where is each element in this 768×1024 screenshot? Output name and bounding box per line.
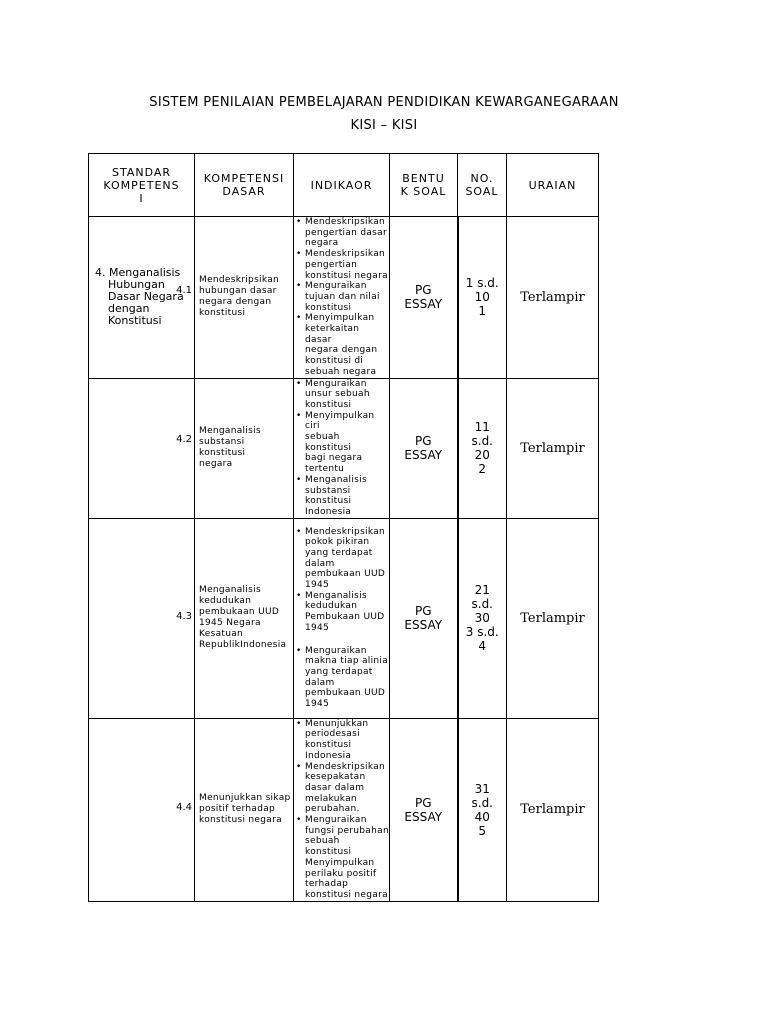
- indikator-list: [294, 527, 389, 710]
- indikator-line: makna tiap alinia: [305, 656, 389, 667]
- indikator-line: melakukan: [305, 793, 357, 804]
- indikator-line: negara: [305, 238, 339, 249]
- kd-number: 4.2: [176, 433, 192, 445]
- indikator-cell: [294, 718, 390, 901]
- no-soal-cell: 21 s.d. 30 3 s.d. 4: [458, 518, 507, 718]
- uraian-cell: Terlampir: [507, 378, 599, 518]
- indikator-line: 1945: [305, 580, 330, 591]
- indikator-line: • Menyimpulkan: [305, 313, 389, 324]
- indikator-line: • Menganalisis: [305, 591, 389, 602]
- indikator-list: [294, 719, 389, 901]
- no-soal-cell: 11 s.d. 20 2: [458, 378, 507, 518]
- indikator-line: tujuan dan nilai: [305, 291, 380, 302]
- indikator-line: keterkaitan dasar: [305, 324, 360, 345]
- kompetensi-dasar-cell: Menunjukkan sikap positif terhadap konstitusi negara: [195, 718, 294, 901]
- indikator-line: konstitusi: [305, 496, 352, 507]
- no-soal-cell: 31 s.d. 40 5: [458, 718, 507, 901]
- uraian-cell: Terlampir: [507, 718, 599, 901]
- indikator-line: • Menguraikan: [305, 379, 389, 390]
- indikator-cell: [294, 518, 390, 718]
- table-row: [89, 217, 599, 379]
- indikator-line: sebuah negara: [305, 366, 377, 377]
- indikator-line: fungsi perubahan: [305, 825, 389, 836]
- kd-number: 4.4: [176, 801, 192, 813]
- bentuk-soal-cell: PG ESSAY: [390, 718, 458, 901]
- indikator-line: • Mendeskripsikan: [305, 217, 389, 228]
- indikator-list: [294, 379, 389, 518]
- indikator-line: • Menguraikan: [305, 646, 389, 657]
- indikator-line: kesepakatan: [305, 772, 366, 783]
- indikator-line: dasar dalam: [305, 782, 365, 793]
- indikator-line: Pembukaan UUD: [305, 612, 385, 623]
- indikator-list: [294, 217, 389, 378]
- indikator-line: unsur sebuah: [305, 389, 370, 400]
- uraian-cell: Terlampir: [507, 217, 599, 379]
- standar-kompetensi-cell: [89, 518, 195, 718]
- kompetensi-dasar-cell: Menganalisis substansi konstitusi negara: [195, 378, 294, 518]
- indikator-line: perilaku positif: [305, 868, 377, 879]
- no-soal-cell: 1 s.d. 10 1: [458, 217, 507, 379]
- indikator-line: 1945: [305, 622, 330, 633]
- document-subtitle: KISI – KISI: [350, 118, 418, 133]
- indikator-cell: [294, 378, 390, 518]
- standar-kompetensi-cell: [89, 718, 195, 901]
- kd-number: 4.1: [176, 285, 192, 296]
- indikator-line: perubahan.: [305, 804, 360, 815]
- indikator-line: • Menganalisis: [305, 475, 389, 486]
- indikator-line: • Menguraikan: [305, 815, 389, 826]
- indikator-line: pembukaan UUD: [305, 688, 386, 699]
- header-kompetensi-dasar: KOMPETENSI DASAR: [195, 154, 294, 217]
- uraian-cell: Terlampir: [507, 518, 599, 718]
- indikator-line: • Mendeskripsikan: [305, 527, 389, 538]
- header-indikator: INDIKAOR: [294, 154, 390, 217]
- indikator-line: substansi: [305, 485, 351, 496]
- indikator-line: konstitusi: [305, 302, 352, 313]
- indikator-line: konstitusi negara: [305, 270, 388, 281]
- indikator-line: • Menyimpulkan ciri: [305, 411, 389, 432]
- indikator-line: konstitusi: [305, 399, 352, 410]
- indikator-line: pengertian: [305, 259, 358, 270]
- standar-kompetensi-text: 4. Menganalisis Hubungan Dasar Negara dengan Konstitusi: [95, 266, 184, 328]
- indikator-line: • Mendeskripsikan: [305, 762, 389, 773]
- indikator-line: yang terdapat: [305, 667, 373, 677]
- indikator-line: dalam: [305, 677, 335, 688]
- indikator-line: konstitusi di: [305, 356, 364, 367]
- indikator-line: dalam: [305, 558, 335, 569]
- bentuk-soal-cell: PG ESSAY: [390, 518, 458, 718]
- kompetensi-dasar-cell: Menganalisis kedudukan pembukaan UUD 1945 Negara Kesatuan RepublikIndonesia: [195, 518, 294, 718]
- indikator-line: • Menguraikan: [305, 281, 389, 292]
- indikator-line: konstitusi negara: [305, 889, 388, 900]
- bentuk-soal-cell: PG ESSAY: [390, 378, 458, 518]
- bentuk-soal-cell: PG ESSAY: [390, 217, 458, 379]
- kd-number: 4.3: [176, 610, 192, 622]
- kisi-table: [88, 153, 599, 902]
- document-title: SISTEM PENILAIAN PEMBELAJARAN PENDIDIKAN KEWARGANEGARAAN: [149, 95, 619, 110]
- table-header-row: [89, 154, 599, 217]
- standar-kompetensi-cell: [89, 378, 195, 518]
- indikator-line: sebuah konstitusi: [305, 432, 352, 453]
- indikator-line: konstitusi: [305, 740, 352, 751]
- indikator-line: pokok pikiran: [305, 537, 370, 548]
- indikator-line: sebuah konstitusi: [305, 836, 352, 858]
- indikator-line: • Mendeskripsikan: [305, 249, 389, 260]
- header-bentuk-soal: BENTU K SOAL: [390, 154, 458, 217]
- indikator-line: pengertian dasar: [305, 227, 387, 238]
- indikator-line: 1945: [305, 699, 330, 710]
- indikator-line: negara dengan: [305, 345, 378, 356]
- table-row: [89, 518, 599, 718]
- indikator-cell: [294, 217, 390, 379]
- table-row: [89, 718, 599, 901]
- indikator-line: Menyimpulkan: [305, 857, 375, 868]
- indikator-line: yang terdapat: [305, 547, 373, 558]
- indikator-line: terhadap: [305, 879, 349, 890]
- header-no-soal: NO. SOAL: [458, 154, 507, 217]
- kompetensi-dasar-cell: Mendeskripsikan hubungan dasar negara dengan konstitusi: [195, 217, 294, 379]
- indikator-line: periodesasi: [305, 729, 360, 740]
- indikator-line: Indonesia: [305, 506, 352, 517]
- indikator-line: • Menunjukkan: [305, 719, 389, 730]
- header-uraian: URAIAN: [507, 154, 599, 217]
- header-standar-kompetensi: STANDAR KOMPETENS I: [89, 154, 195, 217]
- indikator-line: bagi negara: [305, 453, 363, 464]
- table-row: [89, 378, 599, 518]
- indikator-line: Indonesia: [305, 750, 352, 761]
- indikator-line: tertentu: [305, 464, 345, 475]
- indikator-line: kedudukan: [305, 601, 358, 612]
- indikator-line: pembukaan UUD: [305, 569, 386, 580]
- standar-kompetensi-cell: [89, 217, 195, 379]
